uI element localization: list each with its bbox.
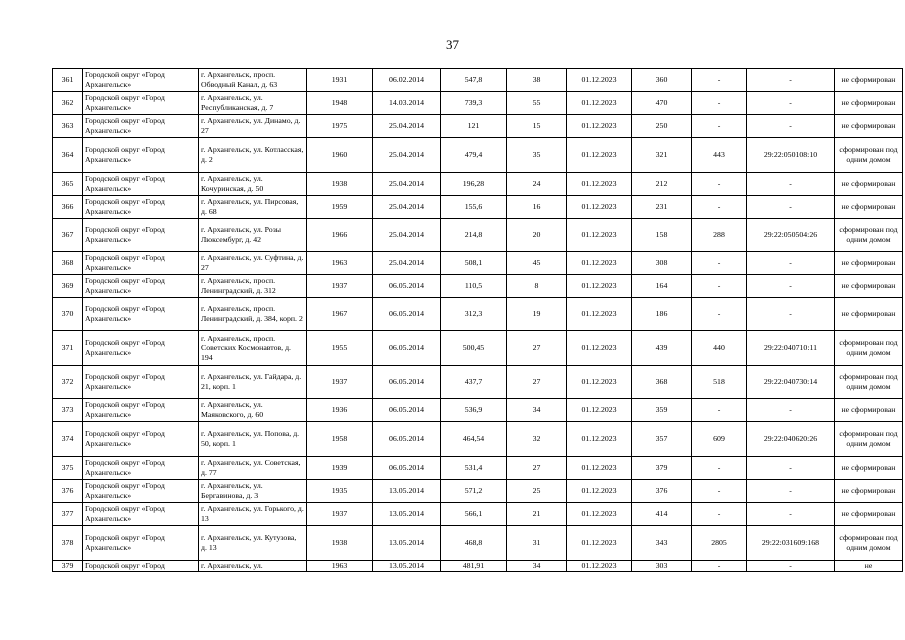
deadline-cell: 01.12.2023 — [567, 92, 632, 115]
residents-cell: 34 — [507, 561, 567, 572]
row-number: 362 — [53, 92, 83, 115]
land-area-cell: - — [692, 457, 747, 480]
address-cell: г. Архангельск, ул. — [199, 561, 307, 572]
area-cell: 312,3 — [441, 298, 507, 331]
area-cell: 110,5 — [441, 275, 507, 298]
address-cell: г. Архангельск, ул. Горького, д. 13 — [199, 503, 307, 526]
cadastral-number-cell: - — [747, 115, 835, 138]
row-number: 374 — [53, 422, 83, 457]
cadastral-number-cell: 29:22:040710:11 — [747, 331, 835, 366]
date-cell: 25.04.2014 — [373, 196, 441, 219]
deadline-cell: 01.12.2023 — [567, 331, 632, 366]
table-row — [53, 138, 903, 173]
address-cell: г. Архангельск, ул. Пирсовая, д. 68 — [199, 196, 307, 219]
table-row — [53, 399, 903, 422]
deadline-cell: 01.12.2023 — [567, 275, 632, 298]
residents-cell: 27 — [507, 457, 567, 480]
year-cell: 1959 — [307, 196, 373, 219]
status-cell: не сформирован — [835, 275, 903, 298]
land-area-cell: - — [692, 173, 747, 196]
status-cell: сформирован под одним домом — [835, 422, 903, 457]
row-number: 369 — [53, 275, 83, 298]
row-number: 377 — [53, 503, 83, 526]
owner-cell: Городской округ «Город Архангельск» — [83, 331, 199, 366]
value-cell: 357 — [632, 422, 692, 457]
residents-cell: 38 — [507, 69, 567, 92]
status-cell: сформирован под одним домом — [835, 526, 903, 561]
table-row — [53, 173, 903, 196]
status-cell: не сформирован — [835, 92, 903, 115]
date-cell: 13.05.2014 — [373, 526, 441, 561]
residents-cell: 21 — [507, 503, 567, 526]
owner-cell: Городской округ «Город Архангельск» — [83, 92, 199, 115]
date-cell: 06.02.2014 — [373, 69, 441, 92]
date-cell: 06.05.2014 — [373, 366, 441, 399]
cadastral-number-cell: - — [747, 69, 835, 92]
value-cell: 186 — [632, 298, 692, 331]
deadline-cell: 01.12.2023 — [567, 252, 632, 275]
area-cell: 500,45 — [441, 331, 507, 366]
deadline-cell: 01.12.2023 — [567, 298, 632, 331]
table-row — [53, 422, 903, 457]
year-cell: 1960 — [307, 138, 373, 173]
cadastral-number-cell: 29:22:040620:26 — [747, 422, 835, 457]
residents-cell: 55 — [507, 92, 567, 115]
date-cell: 13.05.2014 — [373, 480, 441, 503]
row-number: 375 — [53, 457, 83, 480]
cadastral-number-cell: - — [747, 173, 835, 196]
cadastral-number-cell: - — [747, 252, 835, 275]
table-row — [53, 115, 903, 138]
date-cell: 06.05.2014 — [373, 457, 441, 480]
area-cell: 479,4 — [441, 138, 507, 173]
date-cell: 25.04.2014 — [373, 173, 441, 196]
deadline-cell: 01.12.2023 — [567, 196, 632, 219]
address-cell: г. Архангельск, ул. Динамо, д. 27 — [199, 115, 307, 138]
row-number: 367 — [53, 219, 83, 252]
status-cell: не сформирован — [835, 196, 903, 219]
row-number: 364 — [53, 138, 83, 173]
residents-cell: 16 — [507, 196, 567, 219]
row-number: 363 — [53, 115, 83, 138]
year-cell: 1938 — [307, 526, 373, 561]
value-cell: 439 — [632, 331, 692, 366]
deadline-cell: 01.12.2023 — [567, 457, 632, 480]
address-cell: г. Архангельск, ул. Кутузова, д. 13 — [199, 526, 307, 561]
area-cell: 481,91 — [441, 561, 507, 572]
deadline-cell: 01.12.2023 — [567, 561, 632, 572]
table-row — [53, 503, 903, 526]
year-cell: 1963 — [307, 252, 373, 275]
deadline-cell: 01.12.2023 — [567, 526, 632, 561]
page-number: 37 — [446, 37, 459, 52]
table-row — [53, 92, 903, 115]
address-cell: г. Архангельск, просп. Обводный Канал, д. 63 — [199, 69, 307, 92]
date-cell: 25.04.2014 — [373, 252, 441, 275]
value-cell: 414 — [632, 503, 692, 526]
value-cell: 376 — [632, 480, 692, 503]
area-cell: 468,8 — [441, 526, 507, 561]
residents-cell: 8 — [507, 275, 567, 298]
status-cell: не сформирован — [835, 457, 903, 480]
owner-cell: Городской округ «Город Архангельск» — [83, 219, 199, 252]
value-cell: 359 — [632, 399, 692, 422]
status-cell: сформирован под одним домом — [835, 366, 903, 399]
residents-cell: 27 — [507, 366, 567, 399]
land-area-cell: - — [692, 503, 747, 526]
status-cell: не сформирован — [835, 252, 903, 275]
address-cell: г. Архангельск, ул. Гайдара, д. 21, корп. 1 — [199, 366, 307, 399]
deadline-cell: 01.12.2023 — [567, 69, 632, 92]
deadline-cell: 01.12.2023 — [567, 115, 632, 138]
date-cell: 06.05.2014 — [373, 298, 441, 331]
year-cell: 1958 — [307, 422, 373, 457]
land-area-cell: - — [692, 480, 747, 503]
date-cell: 13.05.2014 — [373, 561, 441, 572]
land-area-cell: - — [692, 399, 747, 422]
value-cell: 368 — [632, 366, 692, 399]
owner-cell: Городской округ «Город Архангельск» — [83, 399, 199, 422]
land-area-cell: - — [692, 115, 747, 138]
row-number: 371 — [53, 331, 83, 366]
owner-cell: Городской округ «Город Архангельск» — [83, 69, 199, 92]
land-area-cell: - — [692, 252, 747, 275]
area-cell: 566,1 — [441, 503, 507, 526]
address-cell: г. Архангельск, просп. Советских Космонавтов, д. 194 — [199, 331, 307, 366]
deadline-cell: 01.12.2023 — [567, 219, 632, 252]
value-cell: 303 — [632, 561, 692, 572]
row-number: 366 — [53, 196, 83, 219]
area-cell: 531,4 — [441, 457, 507, 480]
row-number: 372 — [53, 366, 83, 399]
deadline-cell: 01.12.2023 — [567, 399, 632, 422]
land-area-cell: - — [692, 196, 747, 219]
deadline-cell: 01.12.2023 — [567, 173, 632, 196]
year-cell: 1975 — [307, 115, 373, 138]
land-area-cell: 443 — [692, 138, 747, 173]
residents-cell: 24 — [507, 173, 567, 196]
table-row — [53, 331, 903, 366]
date-cell: 06.05.2014 — [373, 275, 441, 298]
address-cell: г. Архангельск, просп. Ленинградский, д. 312 — [199, 275, 307, 298]
cadastral-number-cell: - — [747, 480, 835, 503]
address-cell: г. Архангельск, ул. Кочуринская, д. 50 — [199, 173, 307, 196]
residents-cell: 45 — [507, 252, 567, 275]
year-cell: 1966 — [307, 219, 373, 252]
table-row — [53, 526, 903, 561]
year-cell: 1955 — [307, 331, 373, 366]
address-cell: г. Архангельск, ул. Бергавинова, д. 3 — [199, 480, 307, 503]
status-cell: сформирован под одним домом — [835, 219, 903, 252]
land-area-cell: 440 — [692, 331, 747, 366]
value-cell: 343 — [632, 526, 692, 561]
residents-cell: 32 — [507, 422, 567, 457]
owner-cell: Городской округ «Город Архангельск» — [83, 252, 199, 275]
cadastral-number-cell: 29:22:050108:10 — [747, 138, 835, 173]
land-area-cell: 288 — [692, 219, 747, 252]
area-cell: 536,9 — [441, 399, 507, 422]
deadline-cell: 01.12.2023 — [567, 138, 632, 173]
status-cell: сформирован под одним домом — [835, 138, 903, 173]
date-cell: 06.05.2014 — [373, 422, 441, 457]
table-row — [53, 219, 903, 252]
address-cell: г. Архангельск, ул. Котласская, д. 2 — [199, 138, 307, 173]
cadastral-number-cell: - — [747, 92, 835, 115]
area-cell: 571,2 — [441, 480, 507, 503]
year-cell: 1937 — [307, 366, 373, 399]
table-row — [53, 196, 903, 219]
cadastral-number-cell: 29:22:031609:168 — [747, 526, 835, 561]
table-row — [53, 275, 903, 298]
owner-cell: Городской округ «Город — [83, 561, 199, 572]
date-cell: 14.03.2014 — [373, 92, 441, 115]
row-number: 368 — [53, 252, 83, 275]
row-number: 379 — [53, 561, 83, 572]
area-cell: 121 — [441, 115, 507, 138]
table-row — [53, 561, 903, 572]
area-cell: 196,28 — [441, 173, 507, 196]
residents-cell: 25 — [507, 480, 567, 503]
status-cell: сформирован под одним домом — [835, 331, 903, 366]
table-row — [53, 480, 903, 503]
status-cell: не сформирован — [835, 399, 903, 422]
value-cell: 158 — [632, 219, 692, 252]
area-cell: 739,3 — [441, 92, 507, 115]
cadastral-number-cell: - — [747, 457, 835, 480]
value-cell: 164 — [632, 275, 692, 298]
value-cell: 360 — [632, 69, 692, 92]
cadastral-number-cell: - — [747, 298, 835, 331]
owner-cell: Городской округ «Город Архангельск» — [83, 173, 199, 196]
owner-cell: Городской округ «Город Архангельск» — [83, 138, 199, 173]
table-row — [53, 69, 903, 92]
status-cell: не сформирован — [835, 480, 903, 503]
address-cell: г. Архангельск, ул. Республиканская, д. 7 — [199, 92, 307, 115]
year-cell: 1935 — [307, 480, 373, 503]
owner-cell: Городской округ «Город Архангельск» — [83, 275, 199, 298]
area-cell: 214,8 — [441, 219, 507, 252]
value-cell: 308 — [632, 252, 692, 275]
table-row — [53, 298, 903, 331]
date-cell: 06.05.2014 — [373, 399, 441, 422]
year-cell: 1948 — [307, 92, 373, 115]
status-cell: не сформирован — [835, 115, 903, 138]
cadastral-number-cell: - — [747, 196, 835, 219]
area-cell: 437,7 — [441, 366, 507, 399]
value-cell: 212 — [632, 173, 692, 196]
area-cell: 155,6 — [441, 196, 507, 219]
row-number: 373 — [53, 399, 83, 422]
land-area-cell: 518 — [692, 366, 747, 399]
table-body — [53, 69, 903, 572]
deadline-cell: 01.12.2023 — [567, 503, 632, 526]
land-area-cell: - — [692, 92, 747, 115]
row-number: 370 — [53, 298, 83, 331]
year-cell: 1938 — [307, 173, 373, 196]
year-cell: 1936 — [307, 399, 373, 422]
date-cell: 25.04.2014 — [373, 138, 441, 173]
owner-cell: Городской округ «Город Архангельск» — [83, 526, 199, 561]
cadastral-number-cell: 29:22:040730:14 — [747, 366, 835, 399]
row-number: 376 — [53, 480, 83, 503]
year-cell: 1931 — [307, 69, 373, 92]
owner-cell: Городской округ «Город Архангельск» — [83, 298, 199, 331]
row-number: 378 — [53, 526, 83, 561]
housing-registry-table — [52, 68, 903, 572]
land-area-cell: - — [692, 275, 747, 298]
owner-cell: Городской округ «Город Архангельск» — [83, 503, 199, 526]
cadastral-number-cell: - — [747, 503, 835, 526]
value-cell: 250 — [632, 115, 692, 138]
date-cell: 25.04.2014 — [373, 219, 441, 252]
land-area-cell: 2805 — [692, 526, 747, 561]
year-cell: 1937 — [307, 275, 373, 298]
address-cell: г. Архангельск, ул. Суфтина, д. 27 — [199, 252, 307, 275]
table-row — [53, 366, 903, 399]
owner-cell: Городской округ «Город Архангельск» — [83, 366, 199, 399]
residents-cell: 34 — [507, 399, 567, 422]
cadastral-number-cell: - — [747, 561, 835, 572]
status-cell: не сформирован — [835, 173, 903, 196]
residents-cell: 31 — [507, 526, 567, 561]
land-area-cell: - — [692, 561, 747, 572]
deadline-cell: 01.12.2023 — [567, 480, 632, 503]
cadastral-number-cell: - — [747, 399, 835, 422]
residents-cell: 15 — [507, 115, 567, 138]
date-cell: 13.05.2014 — [373, 503, 441, 526]
cadastral-number-cell: - — [747, 275, 835, 298]
address-cell: г. Архангельск, ул. Розы Люксембург, д. 42 — [199, 219, 307, 252]
owner-cell: Городской округ «Город Архангельск» — [83, 196, 199, 219]
land-area-cell: - — [692, 298, 747, 331]
row-number: 365 — [53, 173, 83, 196]
date-cell: 25.04.2014 — [373, 115, 441, 138]
value-cell: 470 — [632, 92, 692, 115]
address-cell: г. Архангельск, ул. Советская, д. 77 — [199, 457, 307, 480]
cadastral-number-cell: 29:22:050504:26 — [747, 219, 835, 252]
table-row — [53, 457, 903, 480]
address-cell: г. Архангельск, ул. Маяковского, д. 60 — [199, 399, 307, 422]
residents-cell: 35 — [507, 138, 567, 173]
status-cell: не — [835, 561, 903, 572]
status-cell: не сформирован — [835, 298, 903, 331]
address-cell: г. Архангельск, просп. Ленинградский, д. 384, корп. 2 — [199, 298, 307, 331]
owner-cell: Городской округ «Город Архангельск» — [83, 457, 199, 480]
value-cell: 379 — [632, 457, 692, 480]
owner-cell: Городской округ «Город Архангельск» — [83, 422, 199, 457]
residents-cell: 20 — [507, 219, 567, 252]
value-cell: 231 — [632, 196, 692, 219]
year-cell: 1937 — [307, 503, 373, 526]
deadline-cell: 01.12.2023 — [567, 366, 632, 399]
year-cell: 1939 — [307, 457, 373, 480]
owner-cell: Городской округ «Город Архангельск» — [83, 115, 199, 138]
residents-cell: 19 — [507, 298, 567, 331]
status-cell: не сформирован — [835, 69, 903, 92]
status-cell: не сформирован — [835, 503, 903, 526]
year-cell: 1967 — [307, 298, 373, 331]
area-cell: 508,1 — [441, 252, 507, 275]
land-area-cell: - — [692, 69, 747, 92]
date-cell: 06.05.2014 — [373, 331, 441, 366]
owner-cell: Городской округ «Город Архангельск» — [83, 480, 199, 503]
land-area-cell: 609 — [692, 422, 747, 457]
residents-cell: 27 — [507, 331, 567, 366]
year-cell: 1963 — [307, 561, 373, 572]
value-cell: 321 — [632, 138, 692, 173]
area-cell: 464,54 — [441, 422, 507, 457]
deadline-cell: 01.12.2023 — [567, 422, 632, 457]
table-row — [53, 252, 903, 275]
address-cell: г. Архангельск, ул. Попова, д. 50, корп. 1 — [199, 422, 307, 457]
row-number: 361 — [53, 69, 83, 92]
area-cell: 547,8 — [441, 69, 507, 92]
